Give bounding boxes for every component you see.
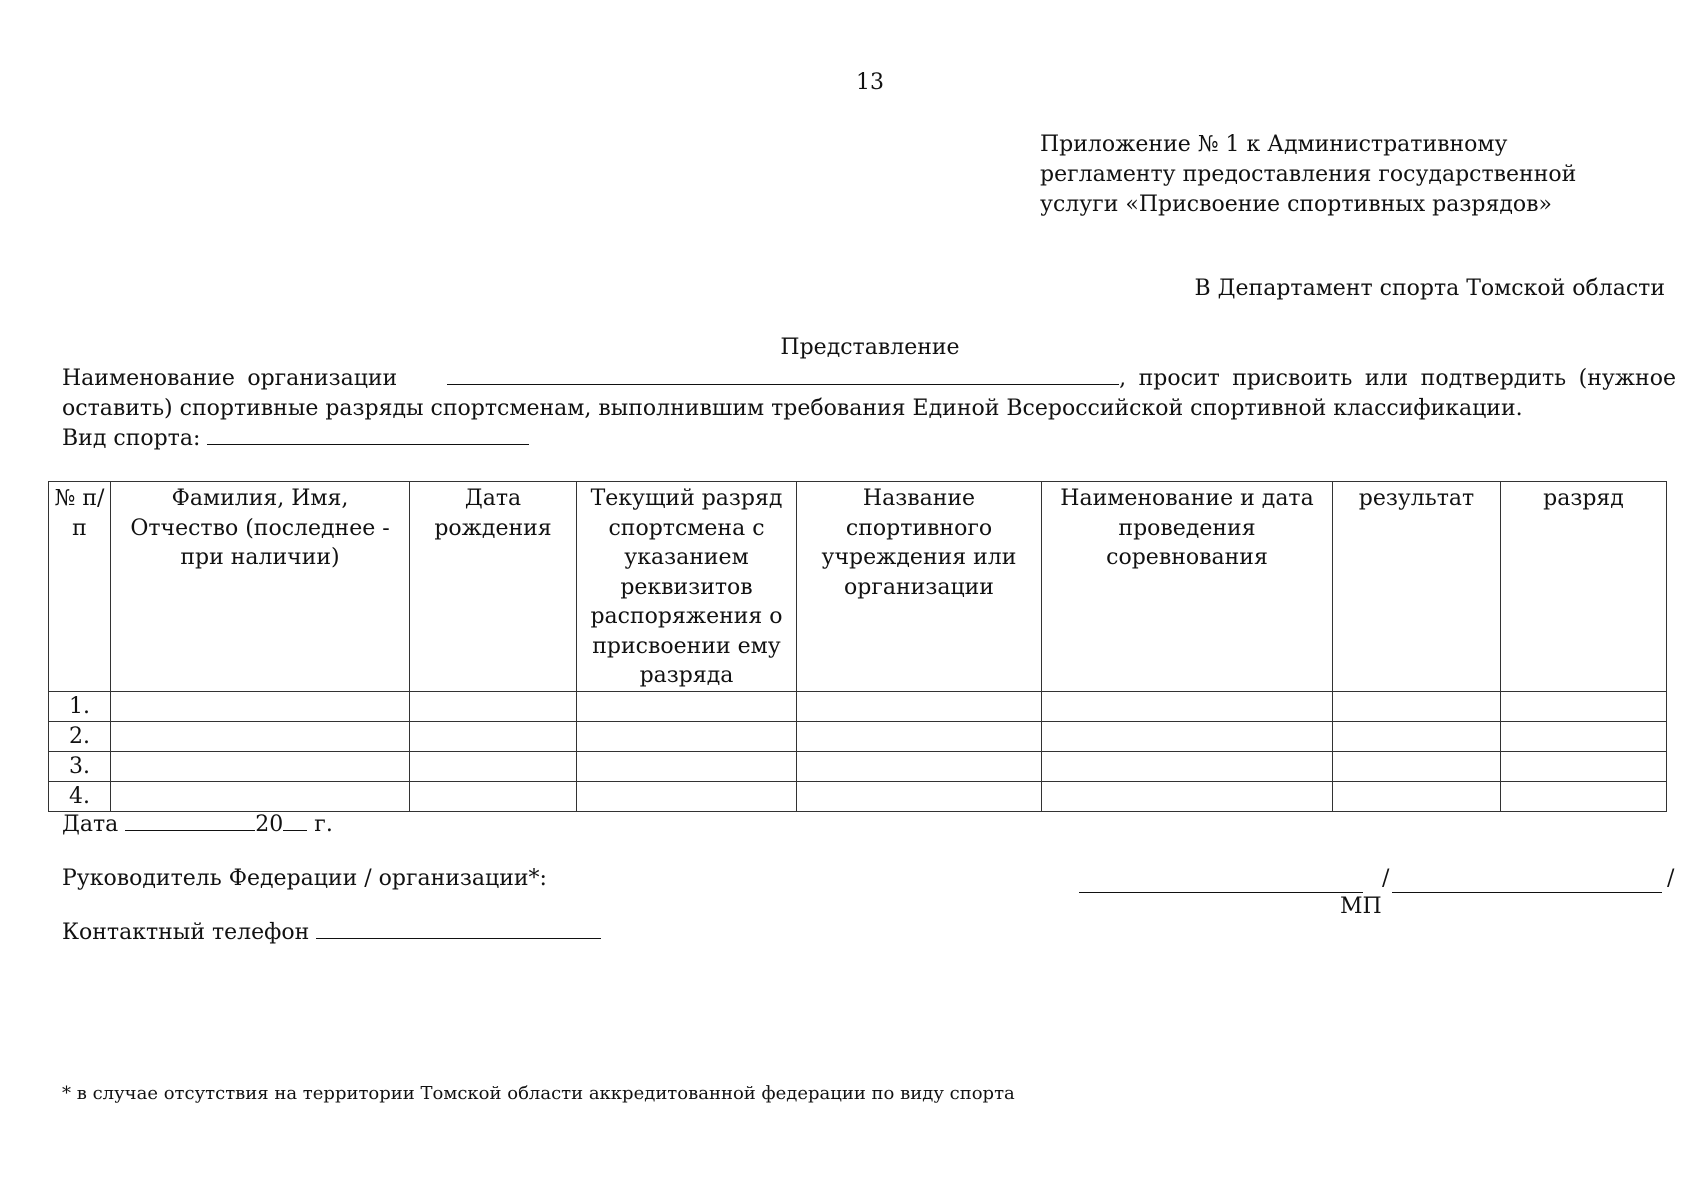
cell-organization[interactable] xyxy=(797,781,1042,811)
cell-rank[interactable] xyxy=(1501,691,1667,721)
cell-result[interactable] xyxy=(1333,721,1501,751)
cell-full-name[interactable] xyxy=(111,751,410,781)
appendix-note xyxy=(1040,130,1576,220)
row-number: 1. xyxy=(49,691,111,721)
org-name-field[interactable] xyxy=(447,366,1119,385)
year-suffix: г. xyxy=(314,812,333,837)
cell-organization[interactable] xyxy=(797,721,1042,751)
signature-name-field[interactable] xyxy=(1392,866,1662,893)
col-header-current-rank: Текущий разряд спортсмена с указанием реквизитов распоряжения о присвоении ему разряда xyxy=(577,482,797,692)
cell-result[interactable] xyxy=(1333,691,1501,721)
signature-slash-2: / xyxy=(1667,866,1675,891)
appendix-line-2: регламенту предоставления государственной xyxy=(1040,162,1577,187)
head-label: Руководитель Федерации / организации*: xyxy=(62,866,547,891)
table-header-row xyxy=(49,482,1667,692)
row-number: 4. xyxy=(49,781,111,811)
cell-current-rank[interactable] xyxy=(577,691,797,721)
table-row xyxy=(49,781,1667,811)
cell-rank[interactable] xyxy=(1501,781,1667,811)
cell-result[interactable] xyxy=(1333,751,1501,781)
date-row xyxy=(62,812,333,837)
appendix-line-3: услуги «Присвоение спортивных разрядов» xyxy=(1040,192,1552,217)
signature-slash-1: / xyxy=(1382,866,1390,891)
cell-rank[interactable] xyxy=(1501,751,1667,781)
stamp-label: МП xyxy=(1340,894,1382,919)
cell-full-name[interactable] xyxy=(111,721,410,751)
phone-label: Контактный телефон xyxy=(62,920,310,945)
row-number: 3. xyxy=(49,751,111,781)
row-number: 2. xyxy=(49,721,111,751)
col-header-rank: разряд xyxy=(1501,482,1667,692)
cell-birth-date[interactable] xyxy=(410,751,577,781)
phone-field[interactable] xyxy=(316,920,601,939)
cell-organization[interactable] xyxy=(797,691,1042,721)
athletes-table xyxy=(48,481,1667,812)
appendix-line-1: Приложение № 1 к Административному xyxy=(1040,132,1508,157)
col-header-result: результат xyxy=(1333,482,1501,692)
cell-organization[interactable] xyxy=(797,751,1042,781)
col-header-number: № п/п xyxy=(49,482,111,692)
cell-full-name[interactable] xyxy=(111,691,410,721)
cell-current-rank[interactable] xyxy=(577,751,797,781)
intro-org-paragraph xyxy=(62,364,1676,424)
sport-row xyxy=(62,424,1676,454)
cell-competition[interactable] xyxy=(1042,781,1333,811)
year-field[interactable] xyxy=(283,812,307,831)
cell-current-rank[interactable] xyxy=(577,721,797,751)
date-label: Дата xyxy=(62,812,119,837)
col-header-full-name: Фамилия, Имя, Отчество (последнее - при наличии) xyxy=(111,482,410,692)
year-prefix: 20 xyxy=(255,812,284,837)
page-number: 13 xyxy=(856,70,884,95)
cell-competition[interactable] xyxy=(1042,691,1333,721)
col-header-birth-date: Дата рождения xyxy=(410,482,577,692)
col-header-competition: Наименование и дата проведения соревнования xyxy=(1042,482,1333,692)
cell-rank[interactable] xyxy=(1501,721,1667,751)
date-field[interactable] xyxy=(125,812,255,831)
addressee: В Департамент спорта Томской области xyxy=(1194,276,1665,301)
document-heading: Представление xyxy=(780,335,960,360)
table-row xyxy=(49,751,1667,781)
cell-birth-date[interactable] xyxy=(410,691,577,721)
signature-field[interactable] xyxy=(1079,866,1363,893)
cell-result[interactable] xyxy=(1333,781,1501,811)
cell-birth-date[interactable] xyxy=(410,721,577,751)
sport-field[interactable] xyxy=(207,426,529,445)
sport-label: Вид спорта: xyxy=(62,426,201,451)
request-text: , просит присвоить или подтвердить (нужное оставить) спортивные разряды спортсменам, выполнившим требования Единой Всероссийской спортивной классификации. xyxy=(62,366,1676,421)
col-header-organization: Название спортивного учреждения или организации xyxy=(797,482,1042,692)
cell-full-name[interactable] xyxy=(111,781,410,811)
cell-birth-date[interactable] xyxy=(410,781,577,811)
intro-paragraph xyxy=(62,364,1676,454)
org-name-label: Наименование организации xyxy=(62,366,398,391)
cell-competition[interactable] xyxy=(1042,721,1333,751)
table-row xyxy=(49,721,1667,751)
phone-row xyxy=(62,920,601,945)
cell-current-rank[interactable] xyxy=(577,781,797,811)
cell-competition[interactable] xyxy=(1042,751,1333,781)
footnote: * в случае отсутствия на территории Томской области аккредитованной федерации по виду спорта xyxy=(62,1083,1015,1104)
table-row xyxy=(49,691,1667,721)
